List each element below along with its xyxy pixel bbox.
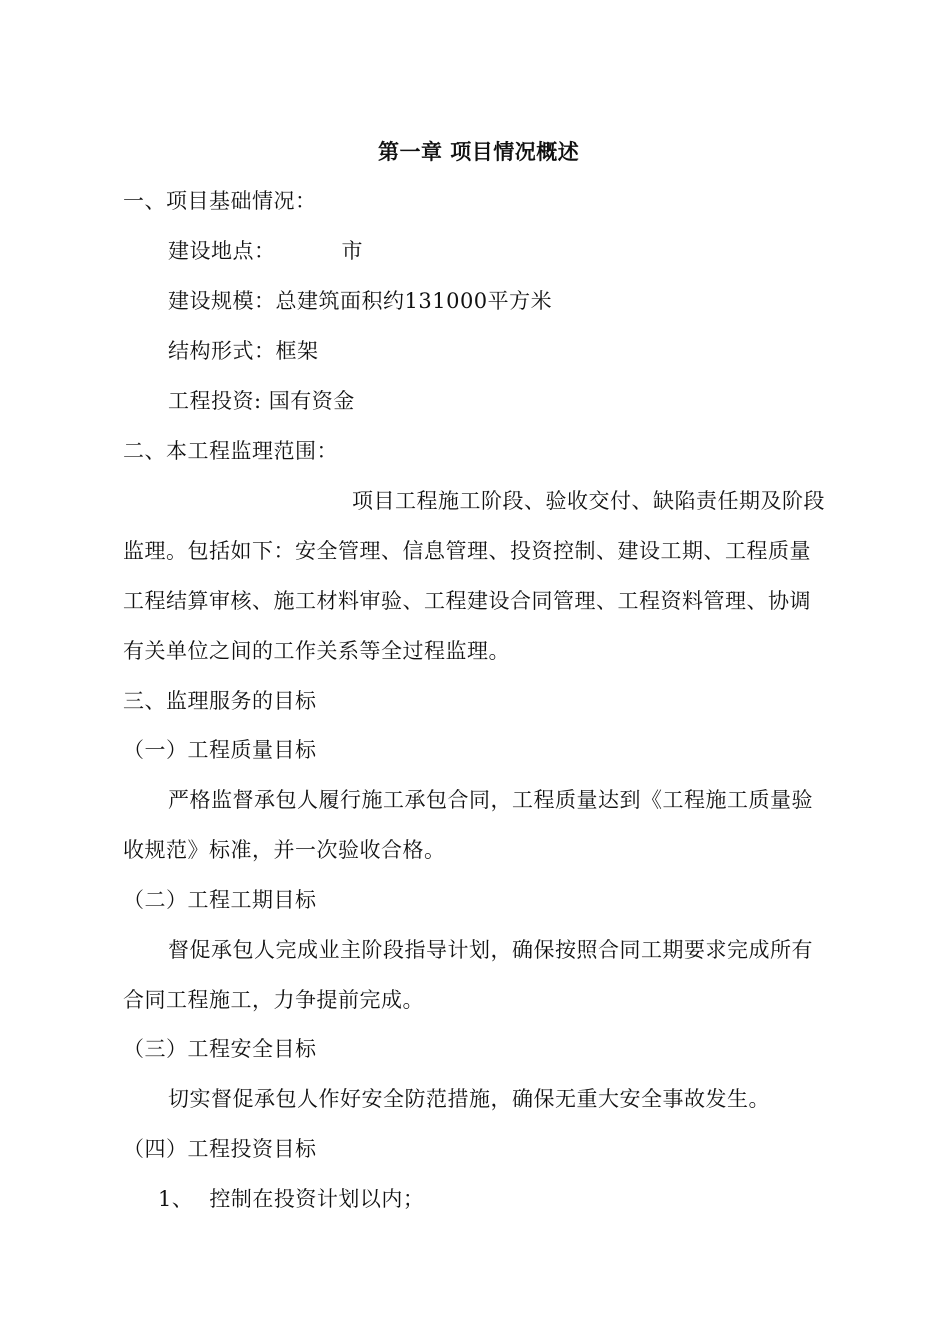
item-number: 1、 [158,1187,194,1211]
structure-line: 结构形式：框架 [168,339,319,363]
schedule-heading: （二）工程工期目标 [123,888,317,912]
investment-goal-item-1 [158,1184,424,1214]
chapter-title: 第一章 项目情况概述 [378,139,580,164]
quality-heading: （一）工程质量目标 [123,738,317,762]
scale-line: 建设规模：总建筑面积约131000平方米 [168,289,553,313]
safety-heading: （三）工程安全目标 [123,1037,317,1061]
scope-paragraph-line-2: 监理。包括如下：安全管理、信息管理、投资控制、建设工期、工程质量 [123,539,811,563]
location-line [168,236,363,266]
schedule-paragraph-line-1: 督促承包人完成业主阶段指导计划，确保按照合同工期要求完成所有 [168,938,813,962]
section2-heading: 二、本工程监理范围： [123,439,338,463]
investment-line: 工程投资: 国有资金 [168,389,355,413]
schedule-paragraph-line-2: 合同工程施工，力争提前完成。 [123,988,424,1012]
section3-heading: 三、监理服务的目标 [123,689,317,713]
item-text: 控制在投资计划以内； [209,1187,425,1211]
scope-paragraph-line-3: 工程结算审核、施工材料审验、工程建设合同管理、工程资料管理、协调 [123,589,811,613]
location-value: 市 [341,239,363,263]
quality-paragraph-line-1: 严格监督承包人履行施工承包合同，工程质量达到《工程施工质量验 [168,788,813,812]
scope-paragraph-line-4: 有关单位之间的工作关系等全过程监理。 [123,639,510,663]
location-label: 建设地点： [168,239,276,263]
section1-heading: 一、项目基础情况： [123,189,317,213]
quality-paragraph-line-2: 收规范》标准，并一次验收合格。 [123,838,446,862]
investment-goal-heading: （四）工程投资目标 [123,1137,317,1161]
scope-paragraph-line-1: 项目工程施工阶段、验收交付、缺陷责任期及阶段 [352,489,825,513]
safety-paragraph-line-1: 切实督促承包人作好安全防范措施，确保无重大安全事故发生。 [168,1087,770,1111]
